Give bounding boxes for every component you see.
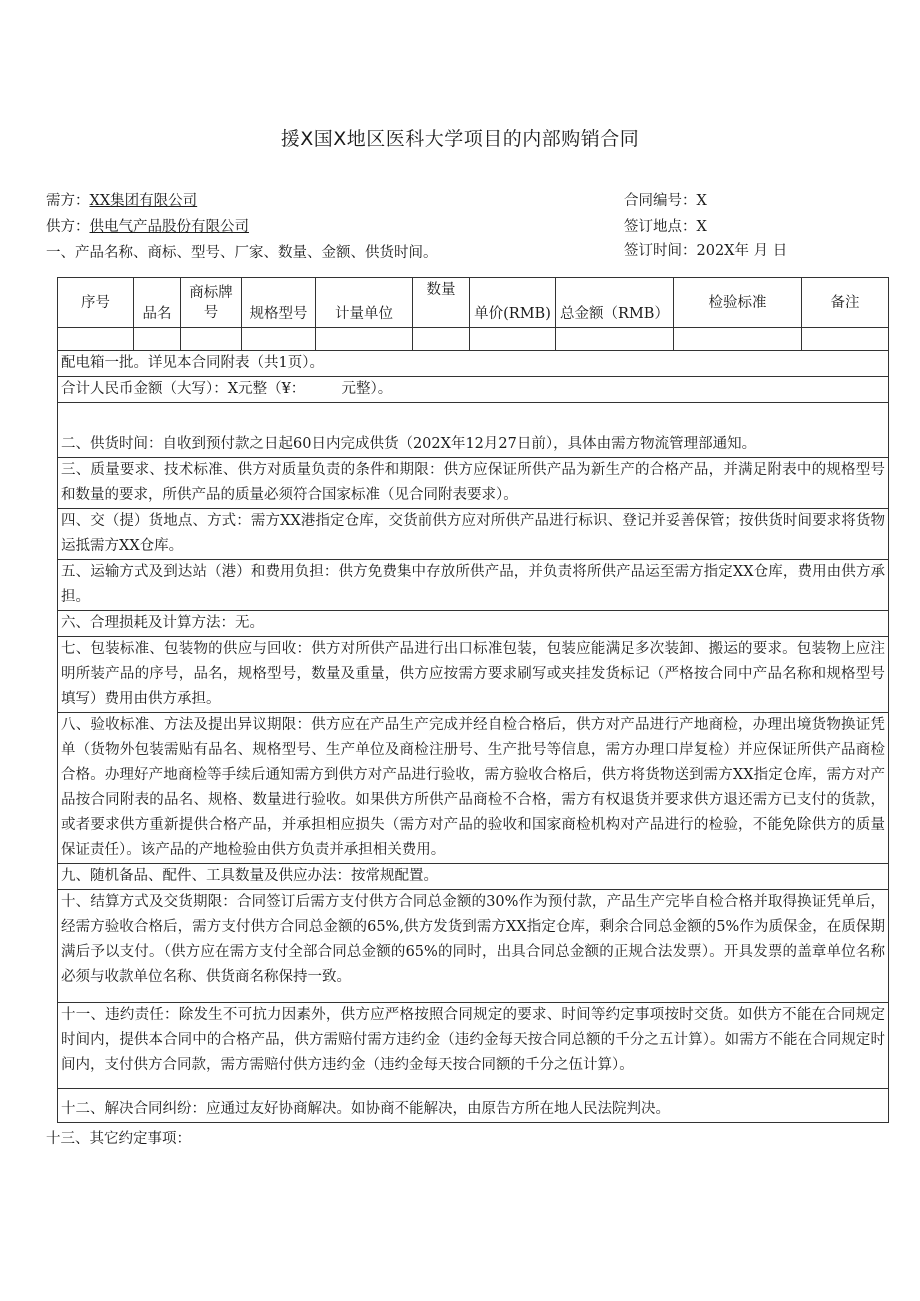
table-row (58, 509, 889, 560)
blank-cell (802, 328, 889, 351)
clause-11: 十一、违约责任：除发生不可抗力因素外，供方应严格按照合同规定的要求、时间等约定事项按时交货。如供方不能在合同规定时间内，提供本合同中的合格产品，供方需赔付需方违约金（违约金每天按合同总额的千分之五计算）。如需方不能在合同规定时间内，支付供方合同款，需方需赔付供方违约金（违约金每天按合同额的千分之伍计算）。 (58, 1003, 889, 1089)
header-cell: 备注 (802, 278, 889, 328)
table-row (58, 864, 889, 890)
clause-6: 六、合理损耗及计算方法：无。 (58, 611, 889, 637)
header-cell: 品名 (134, 278, 181, 328)
header-cell: 数量 (413, 278, 470, 328)
contract-number: 合同编号：X (624, 193, 707, 209)
table-row (58, 637, 889, 713)
blank-cell (470, 328, 556, 351)
document-title: 援X国X地区医科大学项目的内部购销合同 (280, 128, 640, 150)
header-cell: 序号 (58, 278, 134, 328)
table-blank-row (58, 328, 889, 351)
header-cell: 计量单位 (316, 278, 413, 328)
clause-10: 十、结算方式及交货期限：合同签订后需方支付供方合同总金额的30%作为预付款，产品生产完毕自检合格并取得换证凭单后，经需方验收合格后，需方支付供方合同总金额的65%,供方发货到需方XX指定仓库，剩余合同总金额的5%作为质保金，在质保期满后予以支付。（供方应在需方支付全部合同总金额的65%的同时，出具合同总金额的正规合法发票）。开具发票的盖章单位名称必须与收款单位名称、供货商名称保持一致。 (58, 890, 889, 1003)
table-row (58, 1089, 889, 1123)
clause-12: 十二、解决合同纠纷：应通过友好协商解决。如协商不能解决，由原告方所在地人民法院判决。 (58, 1089, 889, 1123)
clause-7: 七、包装标准、包装物的供应与回收：供方对所供产品进行出口标准包装，包装应能满足多次装卸、搬运的要求。包装物上应注明所装产品的序号，品名，规格型号，数量及重量，供方应按需方要求刷写或夹挂发货标记（严格按合同中产品名称和规格型号填写）费用由供方承担。 (58, 637, 889, 713)
section13-heading: 十三、其它约定事项： (46, 1131, 191, 1147)
clause-3: 三、质量要求、技术标准、供方对质量负责的条件和期限：供方应保证所供产品为新生产的合格产品，并满足附表中的规格型号和数量的要求，所供产品的质量必须符合国家标准（见合同附表要求）。 (58, 458, 889, 509)
total-amount-row: 合计人民币金额（大写）：X元整（¥： 元整）。 (58, 377, 889, 403)
header-cell: 检验标准 (674, 278, 802, 328)
clause-2: 二、供货时间：自收到预付款之日起60日内完成供货（202X年12月27日前），具体由需方物流管理部通知。 (58, 403, 889, 458)
clause-5: 五、运输方式及到达站（港）和费用负担：供方免费集中存放所供产品，并负责将所供产品运至需方指定XX仓库，费用由供方承担。 (58, 560, 889, 611)
blank-cell (316, 328, 413, 351)
header-cell: 规格型号 (242, 278, 316, 328)
seller-label: 供方： (46, 219, 90, 235)
table-row (58, 890, 889, 1003)
blank-cell (413, 328, 470, 351)
contract-table (57, 277, 889, 1123)
seller-line (46, 215, 249, 236)
blank-cell (134, 328, 181, 351)
seller-name: 供电气产品股份有限公司 (89, 219, 249, 235)
header-cell: 单价(RMB) (470, 278, 556, 328)
table-row (58, 458, 889, 509)
table-row (58, 351, 889, 377)
goods-row: 配电箱一批。详见本合同附表（共1页）。 (58, 351, 889, 377)
buyer-label: 需方： (46, 193, 90, 209)
blank-cell (674, 328, 802, 351)
section1-heading: 一、产品名称、商标、型号、厂家、数量、金额、供货时间。 (46, 245, 438, 261)
buyer-line (46, 189, 197, 210)
table-row (58, 611, 889, 637)
clause-4: 四、交（提）货地点、方式：需方XX港指定仓库，交货前供方应对所供产品进行标识、登记并妥善保管；按供货时间要求将货物运抵需方XX仓库。 (58, 509, 889, 560)
table-row (58, 713, 889, 864)
table-header-row (58, 278, 889, 328)
table-row (58, 403, 889, 458)
buyer-name: XX集团有限公司 (89, 193, 198, 209)
table-row (58, 377, 889, 403)
sign-place: 签订地点：X (624, 219, 707, 235)
sign-time: 签订时间：202X年 月 日 (624, 243, 788, 259)
blank-cell (58, 328, 134, 351)
blank-cell (556, 328, 674, 351)
header-cell: 商标牌号 (181, 278, 242, 328)
header-cell: 总金额（RMB） (556, 278, 674, 328)
table-row (58, 560, 889, 611)
clause-9: 九、随机备品、配件、工具数量及供应办法：按常规配置。 (58, 864, 889, 890)
blank-cell (181, 328, 242, 351)
clause-8: 八、验收标准、方法及提出异议期限：供方应在产品生产完成并经自检合格后，供方对产品进行产地商检，办理出境货物换证凭单（货物外包装需贴有品名、规格型号、生产单位及商检注册号、生产批号等信息，需方办理口岸复检）并应保证所供产品商检合格。办理好产地商检等手续后通知需方到供方对产品进行验收，需方验收合格后，供方将货物送到需方XX指定仓库，需方对产品按合同附表的品名、规格、数量进行验收。如果供方所供产品商检不合格，需方有权退货并要求供方退还需方已支付的货款，或者要求供方重新提供合格产品，并承担相应损失（需方对产品的验收和国家商检机构对产品进行的检验，不能免除供方的质量保证责任）。该产品的产地检验由供方负责并承担相关费用。 (58, 713, 889, 864)
table-row (58, 1003, 889, 1089)
blank-cell (242, 328, 316, 351)
